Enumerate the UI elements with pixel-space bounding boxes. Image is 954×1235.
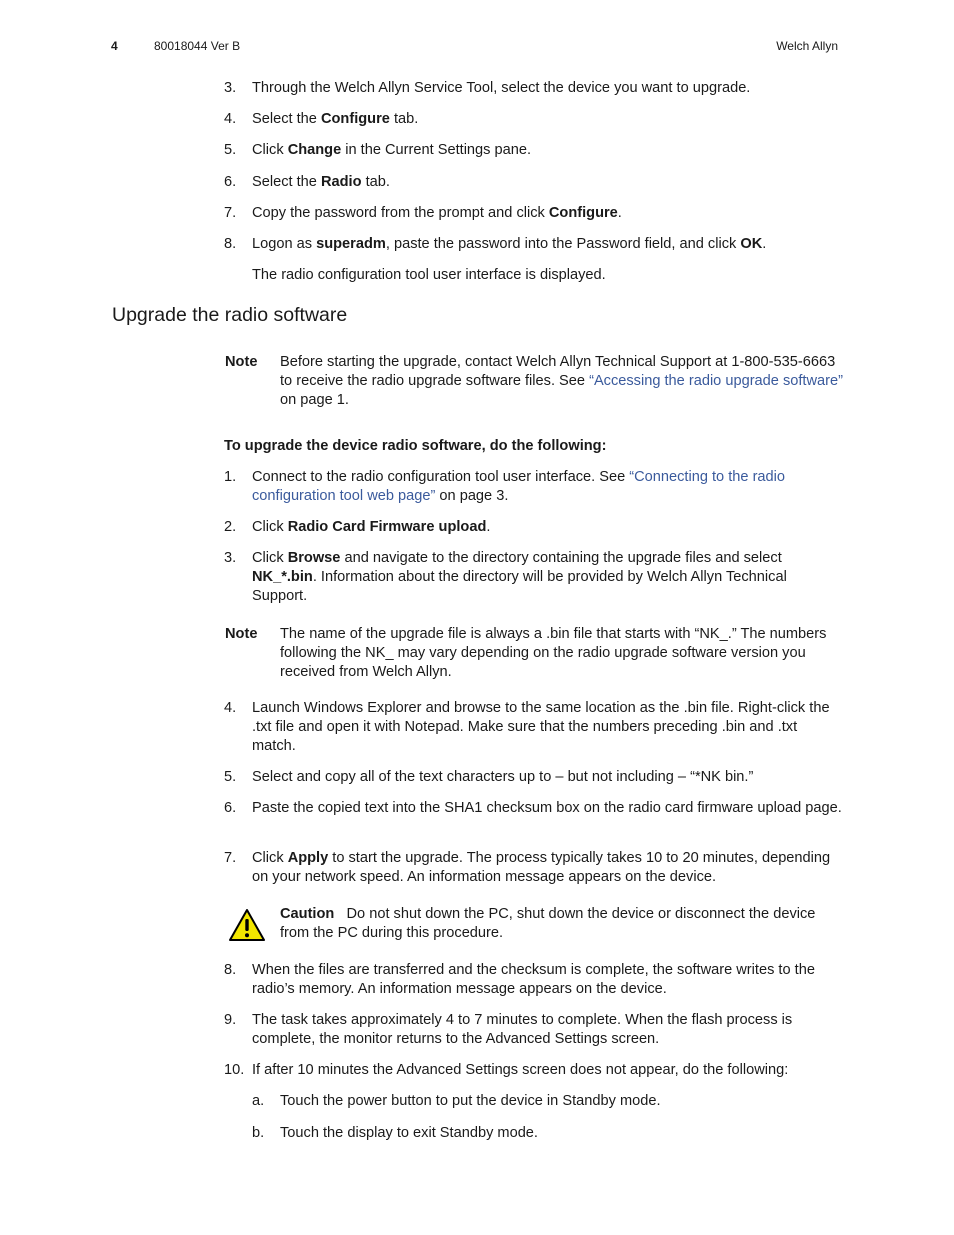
step-text: Click Apply to start the upgrade. The process typically takes 10 to 20 minutes, depending on your network speed. An information message appears on the device. — [252, 850, 831, 885]
step-number: 4. — [224, 111, 237, 127]
step-text: Launch Windows Explorer and browse to the same location as the .bin file. Right-click the .txt file and open it with Notepad. Make sure that the numbers preceding .bin and .txt match. — [252, 700, 830, 754]
document-id: 80018044 Ver B — [154, 39, 241, 53]
step-text: Connect to the radio configuration tool user interface. See “Connecting to the radio configuration tool web page” on page 3. — [252, 469, 786, 504]
step-text: Select the Configure tab. — [252, 111, 419, 127]
step-number: 6. — [224, 800, 237, 816]
step-text: Select and copy all of the text characters up to – but not including – “*NK bin.” — [252, 769, 754, 785]
cross-reference-link[interactable]: “Connecting to the radio configuration tool web page” — [252, 469, 786, 504]
step-number: 5. — [224, 142, 237, 158]
note-text: Before starting the upgrade, contact Welch Allyn Technical Support at 1-800-535-6663 to receive the radio upgrade software files. See “Accessing the radio upgrade software” on page 1. — [280, 354, 843, 408]
step-number: 8. — [224, 962, 237, 978]
note-text: The name of the upgrade file is always a .bin file that starts with “NK_.” The numbers following the NK_ may vary depending on the radio upgrade software version you received from Welch Allyn. — [280, 626, 827, 680]
substep-letter: b. — [252, 1125, 265, 1141]
step-number: 5. — [224, 769, 237, 785]
step-text: Paste the copied text into the SHA1 checksum box on the radio card firmware upload page. — [252, 800, 842, 816]
substep-text: Touch the display to exit Standby mode. — [280, 1125, 538, 1141]
step-result: The radio configuration tool user interface is displayed. — [252, 267, 606, 283]
step-number: 7. — [224, 205, 237, 221]
step-text: Logon as superadm, paste the password into the Password field, and click OK. — [252, 236, 767, 252]
step-text: Click Browse and navigate to the directory containing the upgrade files and select NK_*.bin. Information about the directory will be provided by Welch Allyn Technical Support. — [252, 550, 787, 604]
step-number: 9. — [224, 1012, 237, 1028]
step-number: 1. — [224, 469, 237, 485]
page-number: 4 — [111, 39, 118, 53]
substep-letter: a. — [252, 1093, 265, 1109]
section-title: Upgrade the radio software — [112, 304, 348, 326]
procedure-title: To upgrade the device radio software, do the following: — [224, 438, 607, 454]
step-text: Click Radio Card Firmware upload. — [252, 519, 491, 535]
step-text: When the files are transferred and the checksum is complete, the software writes to the radio’s memory. An information message appears on the device. — [252, 962, 815, 997]
step-text: Through the Welch Allyn Service Tool, select the device you want to upgrade. — [252, 80, 751, 96]
step-text: The task takes approximately 4 to 7 minutes to complete. When the flash process is complete, the monitor returns to the Advanced Settings screen. — [252, 1012, 793, 1047]
step-text: Click Change in the Current Settings pane. — [252, 142, 532, 158]
step-number: 3. — [224, 80, 237, 96]
step-text: Select the Radio tab. — [252, 174, 390, 190]
step-text: If after 10 minutes the Advanced Settings screen does not appear, do the following: — [252, 1062, 789, 1078]
substep-text: Touch the power button to put the device in Standby mode. — [280, 1093, 661, 1109]
step-text: Copy the password from the prompt and click Configure. — [252, 205, 622, 221]
step-number: 7. — [224, 850, 237, 866]
step-number: 10. — [224, 1062, 245, 1078]
caution-label: Caution — [280, 906, 335, 922]
step-number: 6. — [224, 174, 237, 190]
brand-name: Welch Allyn — [776, 39, 838, 53]
step-number: 8. — [224, 236, 237, 252]
warning-icon — [228, 908, 266, 942]
note-label: Note — [225, 354, 258, 370]
step-number: 3. — [224, 550, 237, 566]
step-number: 4. — [224, 700, 237, 716]
cross-reference-link[interactable]: “Accessing the radio upgrade software” — [589, 373, 843, 389]
step-number: 2. — [224, 519, 237, 535]
caution-text: Caution Do not shut down the PC, shut down the device or disconnect the device from the PC during this procedure. — [280, 906, 816, 941]
note-label: Note — [225, 626, 258, 642]
